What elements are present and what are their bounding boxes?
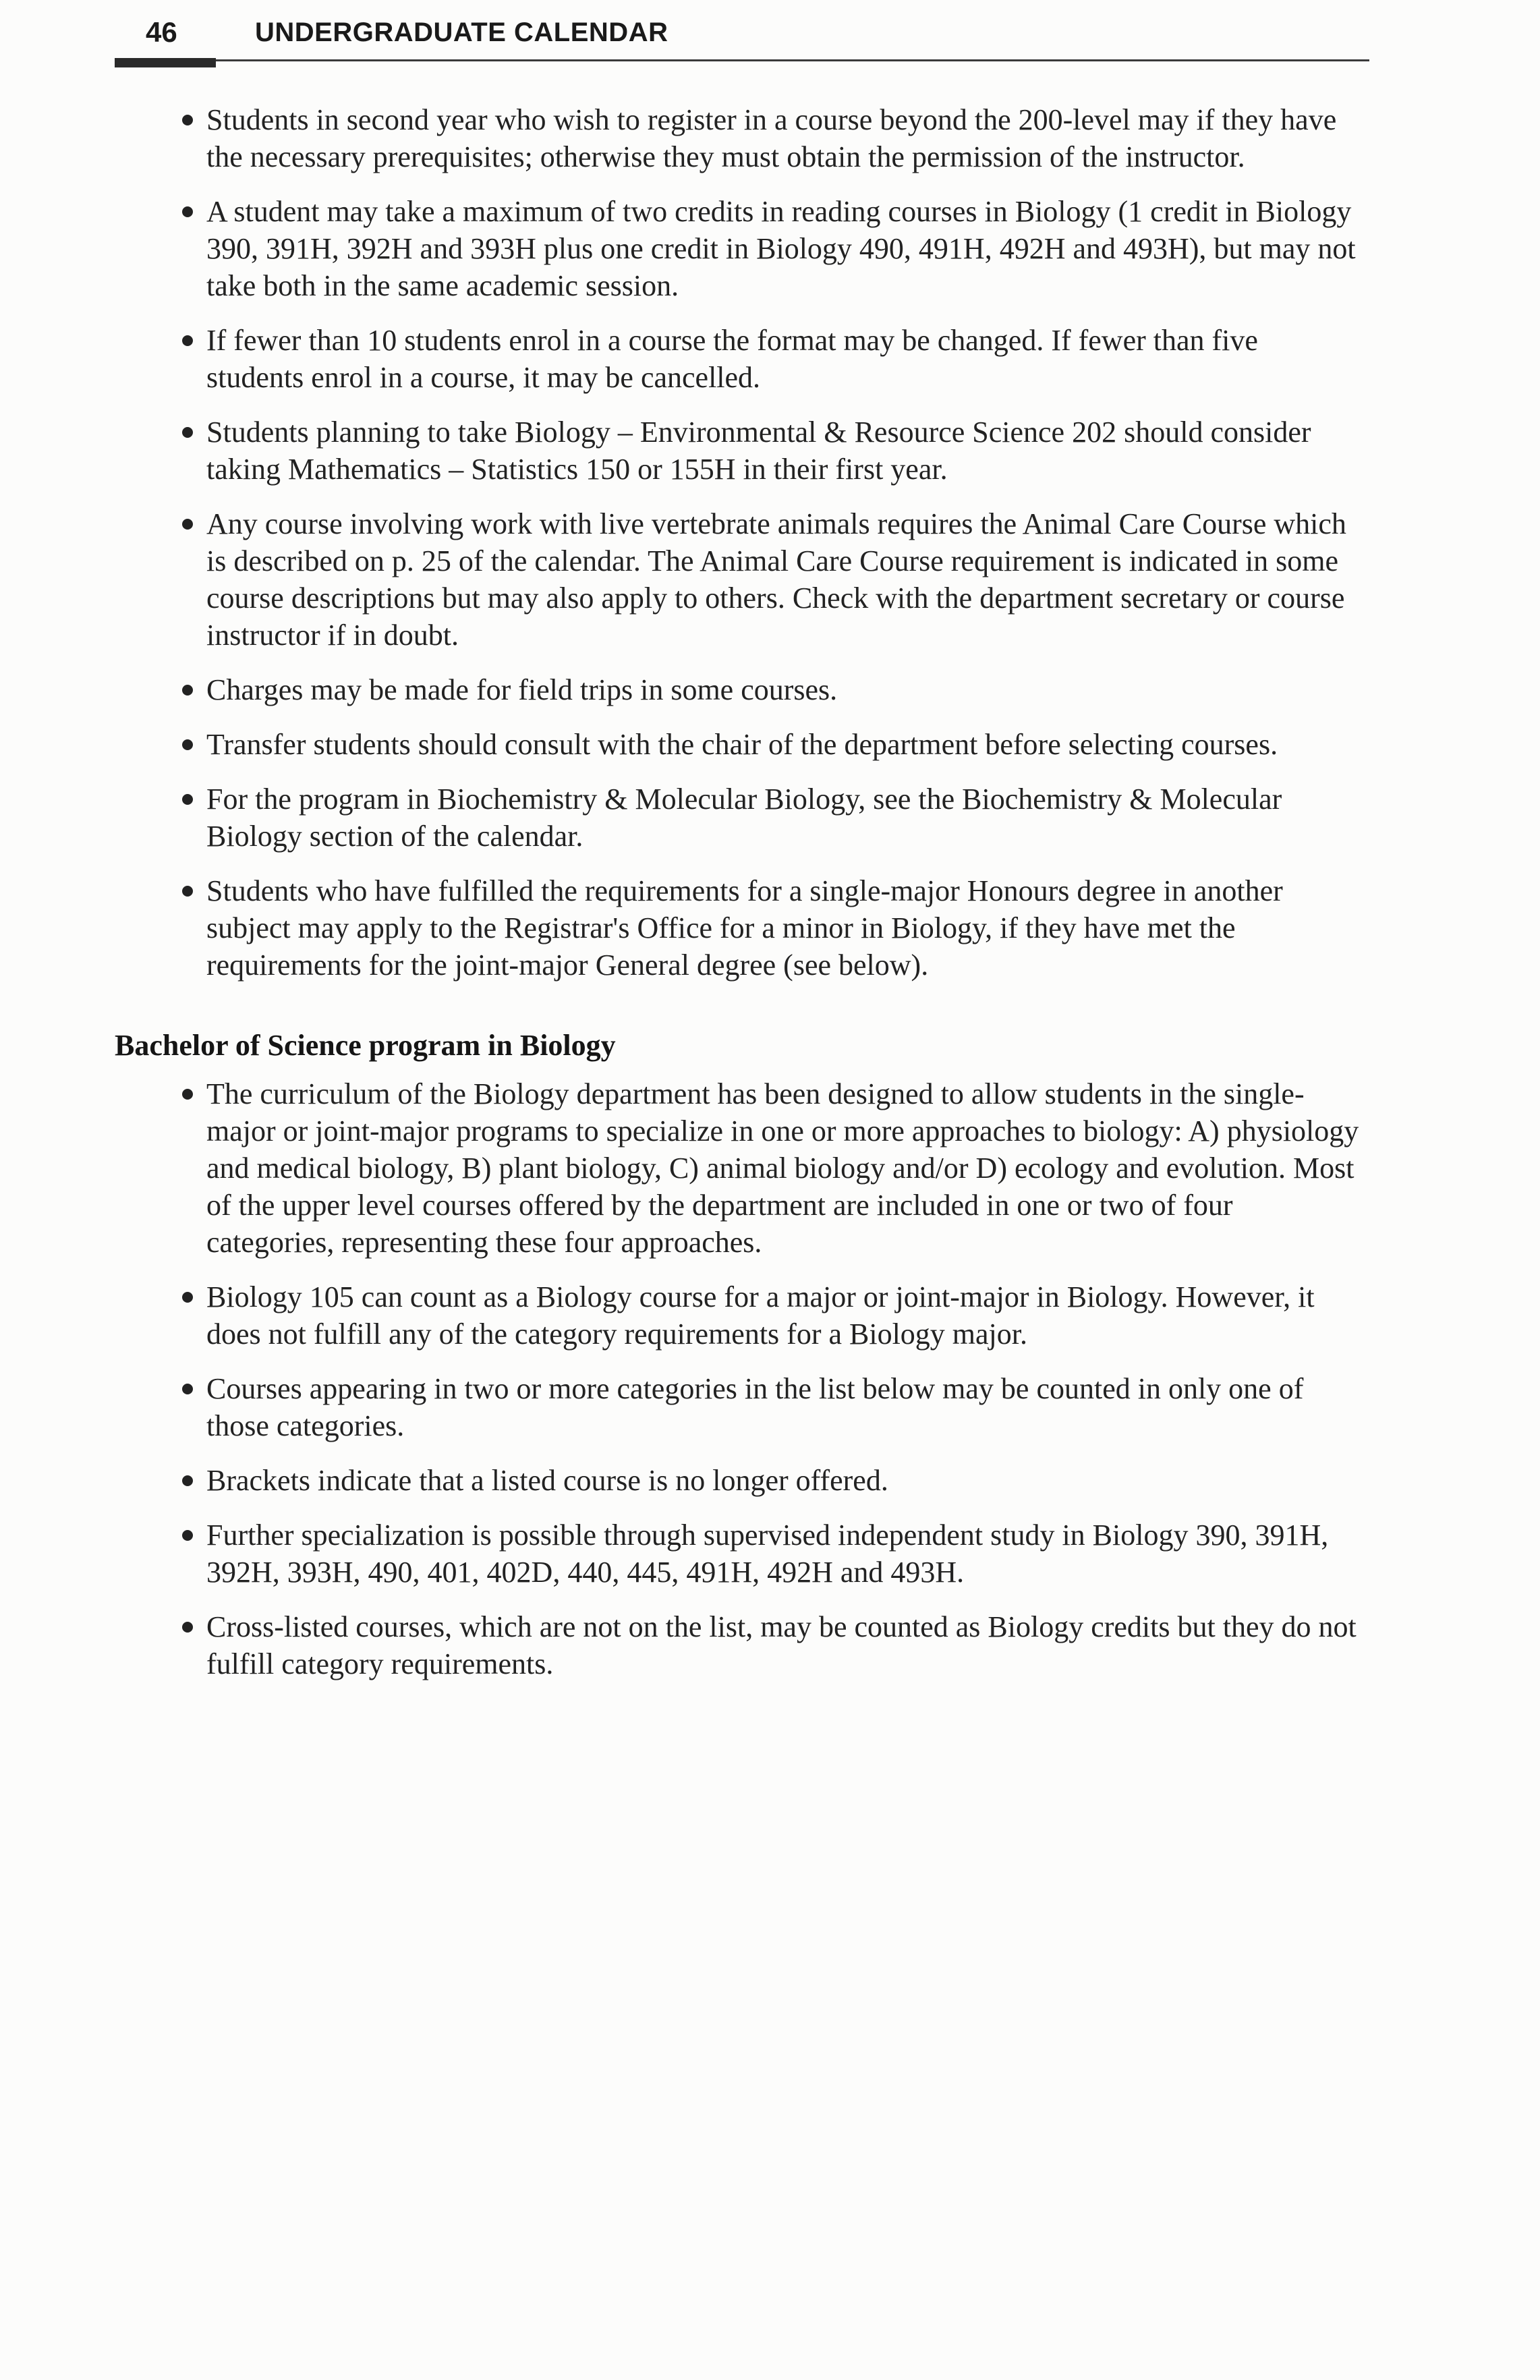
bullet-icon [182,427,193,438]
list-item [206,671,1363,708]
bullet-icon [182,519,193,530]
bullet-icon [182,115,193,125]
running-title: UNDERGRADUATE CALENDAR [255,18,668,47]
bullet-icon [182,886,193,897]
list-item [206,1608,1363,1682]
list-item [206,1370,1363,1444]
list-item [206,322,1363,396]
note-text: Any course involving work with live vertebrate animals requires the Animal Care Course which is described on p. 25 of the calendar. The Animal Care Course requirement is indicated in some course descriptions but may also apply to others. Check with the department secretary or course instructor if in doubt. [206,507,1346,652]
list-item [206,193,1363,304]
note-text: Transfer students should consult with the chair of the department before selecting courses. [206,728,1278,761]
bullet-icon [182,206,193,217]
note-text: For the program in Biochemistry & Molecular Biology, see the Biochemistry & Molecular Biology section of the calendar. [206,783,1282,853]
list-item [206,505,1363,654]
bullet-icon [182,685,193,696]
bullet-icon [182,1530,193,1541]
notes-list [115,101,1363,984]
list-item [206,1517,1363,1591]
note-text: Charges may be made for field trips in some courses. [206,673,838,706]
page-number: 46 [146,16,177,48]
page-header [115,12,1369,53]
note-text: Students planning to take Biology – Environmental & Resource Science 202 should consider taking Mathematics – Statistics 150 or 155H in their first year. [206,416,1311,486]
list-item [206,1075,1363,1261]
bullet-icon [182,1622,193,1633]
list-item [206,101,1363,175]
list-item [206,1462,1363,1499]
program-note-text: Cross-listed courses, which are not on the list, may be counted as Biology credits but they do not fulfill category requirements. [206,1610,1357,1680]
program-note-text: Brackets indicate that a listed course is no longer offered. [206,1464,888,1497]
header-rule-accent [115,58,216,67]
bullet-icon [182,739,193,750]
bullet-icon [182,794,193,805]
section-heading: Bachelor of Science program in Biology [115,1029,616,1062]
note-text: Students who have fulfilled the requirements for a single-major Honours degree in another subject may apply to the Registrar's Office for a minor in Biology, if they have met the requirements for the joint-major General degree (see below). [206,874,1283,982]
bullet-icon [182,1384,193,1394]
program-note-text: The curriculum of the Biology department has been designed to allow students in the single-major or joint-major programs to specialize in one or more approaches to biology: A) physiology and medical biology, B) plant biology, C) animal biology and/or D) ecology and evolution. Most of the upper level courses offered by the department are included in one or two of four categories, representing these four approaches. [206,1077,1359,1259]
bullet-icon [182,1089,193,1100]
bullet-icon [182,1475,193,1486]
list-item [206,781,1363,855]
program-note-text: Courses appearing in two or more categories in the list below may be counted in only one of those categories. [206,1372,1304,1442]
header-rule [115,59,1369,61]
note-text: Students in second year who wish to register in a course beyond the 200-level may if they have the necessary prerequisites; otherwise they must obtain the permission of the instructor. [206,103,1337,173]
bullet-icon [182,335,193,346]
bullet-icon [182,1292,193,1303]
program-note-text: Biology 105 can count as a Biology course for a major or joint-major in Biology. However, it does not fulfill any of the category requirements for a Biology major. [206,1280,1315,1351]
note-text: If fewer than 10 students enrol in a course the format may be changed. If fewer than five students enrol in a course, it may be cancelled. [206,324,1258,394]
bsc-program-list [115,1075,1363,1682]
program-note-text: Further specialization is possible through supervised independent study in Biology 390, 391H, 392H, 393H, 490, 401, 402D, 440, 445, 491H, 492H and 493H. [206,1519,1329,1589]
list-item [206,726,1363,763]
list-item [206,414,1363,488]
list-item [206,1278,1363,1353]
list-item [206,872,1363,984]
page-content [115,101,1363,1700]
note-text: A student may take a maximum of two credits in reading courses in Biology (1 credit in Biology 390, 391H, 392H and 393H plus one credit in Biology 490, 491H, 492H and 493H), but may not take both in the same academic session. [206,195,1356,302]
